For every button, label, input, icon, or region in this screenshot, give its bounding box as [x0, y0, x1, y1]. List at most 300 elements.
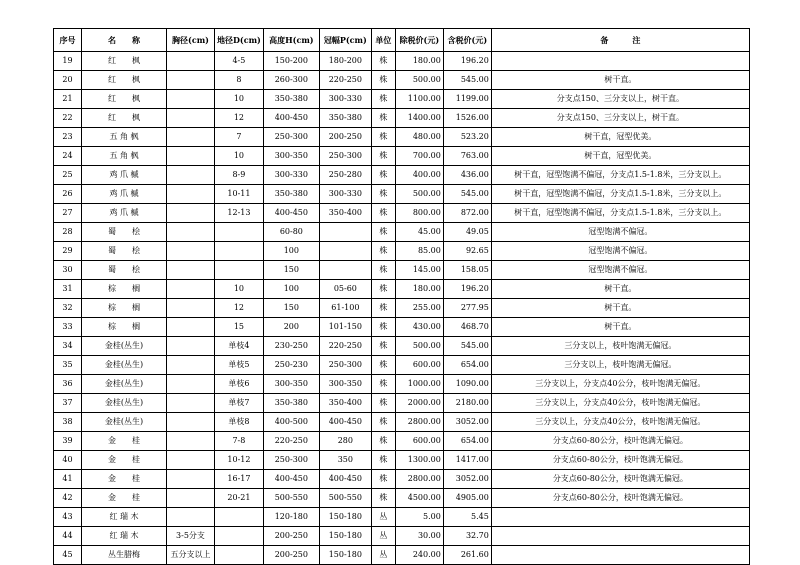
- cell-ground-diameter: 12: [215, 109, 264, 128]
- cell-unit: 株: [371, 147, 395, 166]
- table-row: [54, 394, 750, 413]
- cell-trunk-diameter: [167, 318, 215, 337]
- cell-remarks: 树干直，冠型饱满不偏冠，分支点1.5-1.8米，三分支以上。: [491, 166, 749, 185]
- table-row: [54, 204, 750, 223]
- cell-ground-diameter: [215, 242, 264, 261]
- cell-name: 金 桂: [82, 470, 167, 489]
- cell-ground-diameter: [215, 223, 264, 242]
- cell-price-ex-tax: 1100.00: [395, 90, 443, 109]
- table-row: [54, 451, 750, 470]
- cell-price-ex-tax: 500.00: [395, 337, 443, 356]
- cell-ground-diameter: 16-17: [215, 470, 264, 489]
- cell-crown-width: 150-180: [319, 546, 371, 565]
- cell-trunk-diameter: [167, 413, 215, 432]
- cell-crown-width: 61-100: [319, 299, 371, 318]
- cell-height: 350-380: [263, 394, 319, 413]
- cell-price-ex-tax: 480.00: [395, 128, 443, 147]
- cell-name: 金桂(丛生): [82, 337, 167, 356]
- cell-unit: 株: [371, 261, 395, 280]
- cell-index: 41: [54, 470, 82, 489]
- cell-unit: 株: [371, 280, 395, 299]
- cell-crown-width: 350-400: [319, 394, 371, 413]
- cell-name: 红 瑞 木: [82, 527, 167, 546]
- table-row: [54, 299, 750, 318]
- cell-unit: 株: [371, 204, 395, 223]
- cell-trunk-diameter: [167, 489, 215, 508]
- cell-height: 200-250: [263, 527, 319, 546]
- cell-price-inc-tax: 763.00: [443, 147, 491, 166]
- cell-crown-width: 101-150: [319, 318, 371, 337]
- cell-index: 28: [54, 223, 82, 242]
- cell-price-ex-tax: 2800.00: [395, 413, 443, 432]
- cell-name: 五 角 枫: [82, 128, 167, 147]
- cell-price-ex-tax: 2800.00: [395, 470, 443, 489]
- cell-height: 250-300: [263, 451, 319, 470]
- cell-crown-width: 150-180: [319, 527, 371, 546]
- cell-price-ex-tax: 180.00: [395, 52, 443, 71]
- cell-name: 金 桂: [82, 489, 167, 508]
- cell-ground-diameter: 单枝6: [215, 375, 264, 394]
- cell-unit: 株: [371, 394, 395, 413]
- cell-ground-diameter: [215, 546, 264, 565]
- cell-name: 红 枫: [82, 90, 167, 109]
- cell-remarks: [491, 546, 749, 565]
- cell-price-ex-tax: 240.00: [395, 546, 443, 565]
- table-row: [54, 413, 750, 432]
- cell-trunk-diameter: [167, 90, 215, 109]
- cell-height: 60-80: [263, 223, 319, 242]
- cell-ground-diameter: 20-21: [215, 489, 264, 508]
- cell-height: 400-450: [263, 204, 319, 223]
- cell-unit: 株: [371, 109, 395, 128]
- cell-trunk-diameter: [167, 432, 215, 451]
- cell-index: 32: [54, 299, 82, 318]
- cell-remarks: 三分支以上，枝叶饱满无偏冠。: [491, 356, 749, 375]
- cell-price-ex-tax: 600.00: [395, 356, 443, 375]
- cell-trunk-diameter: [167, 508, 215, 527]
- cell-remarks: 树干直，冠型优美。: [491, 147, 749, 166]
- table-row: [54, 318, 750, 337]
- col-header-crown-width: 冠幅P(cm): [319, 29, 371, 52]
- cell-name: 金桂(丛生): [82, 356, 167, 375]
- cell-price-ex-tax: 180.00: [395, 280, 443, 299]
- table-body: [54, 52, 750, 565]
- cell-index: 34: [54, 337, 82, 356]
- cell-height: 250-230: [263, 356, 319, 375]
- cell-price-ex-tax: 500.00: [395, 71, 443, 90]
- cell-price-inc-tax: 277.95: [443, 299, 491, 318]
- cell-crown-width: 400-450: [319, 470, 371, 489]
- cell-price-inc-tax: 1090.00: [443, 375, 491, 394]
- cell-crown-width: [319, 261, 371, 280]
- table-row: [54, 470, 750, 489]
- cell-ground-diameter: 8: [215, 71, 264, 90]
- table-row: [54, 147, 750, 166]
- cell-ground-diameter: [215, 261, 264, 280]
- cell-name: 棕 榈: [82, 280, 167, 299]
- cell-crown-width: 350-400: [319, 204, 371, 223]
- cell-trunk-diameter: [167, 204, 215, 223]
- table-row: [54, 128, 750, 147]
- cell-unit: 株: [371, 451, 395, 470]
- cell-height: 220-250: [263, 432, 319, 451]
- cell-name: 鸡 爪 槭: [82, 185, 167, 204]
- cell-index: 35: [54, 356, 82, 375]
- cell-index: 39: [54, 432, 82, 451]
- cell-height: 350-380: [263, 185, 319, 204]
- cell-remarks: 树干直。: [491, 318, 749, 337]
- cell-index: 23: [54, 128, 82, 147]
- cell-price-ex-tax: 1300.00: [395, 451, 443, 470]
- cell-ground-diameter: 4-5: [215, 52, 264, 71]
- cell-price-ex-tax: 85.00: [395, 242, 443, 261]
- cell-remarks: 分支点60-80公分，枝叶饱满无偏冠。: [491, 489, 749, 508]
- cell-price-inc-tax: 49.05: [443, 223, 491, 242]
- cell-height: 300-330: [263, 166, 319, 185]
- cell-remarks: 树干直。: [491, 71, 749, 90]
- cell-index: 44: [54, 527, 82, 546]
- cell-height: 100: [263, 280, 319, 299]
- cell-height: 150-200: [263, 52, 319, 71]
- cell-trunk-diameter: 五分支以上: [167, 546, 215, 565]
- cell-unit: 株: [371, 166, 395, 185]
- col-header-trunk-diameter: 胸径(cm): [167, 29, 215, 52]
- cell-ground-diameter: 10-12: [215, 451, 264, 470]
- table-row: [54, 280, 750, 299]
- cell-price-inc-tax: 545.00: [443, 337, 491, 356]
- cell-trunk-diameter: 3-5分支: [167, 527, 215, 546]
- cell-trunk-diameter: [167, 109, 215, 128]
- cell-ground-diameter: 7: [215, 128, 264, 147]
- cell-price-ex-tax: 45.00: [395, 223, 443, 242]
- cell-ground-diameter: 15: [215, 318, 264, 337]
- cell-name: 金桂(丛生): [82, 375, 167, 394]
- cell-name: 红 瑞 木: [82, 508, 167, 527]
- cell-name: 红 枫: [82, 71, 167, 90]
- cell-name: 五 角 枫: [82, 147, 167, 166]
- cell-price-inc-tax: 545.00: [443, 185, 491, 204]
- cell-trunk-diameter: [167, 52, 215, 71]
- table-row: [54, 546, 750, 565]
- cell-name: 金桂(丛生): [82, 394, 167, 413]
- cell-crown-width: 220-250: [319, 337, 371, 356]
- table-row: [54, 356, 750, 375]
- cell-index: 30: [54, 261, 82, 280]
- cell-unit: 株: [371, 489, 395, 508]
- cell-height: 120-180: [263, 508, 319, 527]
- cell-remarks: 冠型饱满不偏冠。: [491, 261, 749, 280]
- cell-unit: 株: [371, 318, 395, 337]
- cell-price-inc-tax: 92.65: [443, 242, 491, 261]
- cell-trunk-diameter: [167, 375, 215, 394]
- cell-crown-width: 300-330: [319, 90, 371, 109]
- cell-remarks: 树干直，冠型优美。: [491, 128, 749, 147]
- cell-price-inc-tax: 545.00: [443, 71, 491, 90]
- cell-unit: 株: [371, 185, 395, 204]
- cell-remarks: 三分支以上，分支点40公分，枝叶饱满无偏冠。: [491, 375, 749, 394]
- table-row: [54, 432, 750, 451]
- header-row: [54, 29, 750, 52]
- cell-index: 21: [54, 90, 82, 109]
- cell-name: 金 桂: [82, 451, 167, 470]
- cell-unit: 株: [371, 413, 395, 432]
- cell-price-inc-tax: 2180.00: [443, 394, 491, 413]
- cell-remarks: 三分支以上，分支点40公分，枝叶饱满无偏冠。: [491, 394, 749, 413]
- cell-ground-diameter: 7-8: [215, 432, 264, 451]
- cell-index: 43: [54, 508, 82, 527]
- cell-unit: 株: [371, 242, 395, 261]
- cell-ground-diameter: 单枝7: [215, 394, 264, 413]
- cell-trunk-diameter: [167, 356, 215, 375]
- cell-index: 42: [54, 489, 82, 508]
- cell-ground-diameter: 8-9: [215, 166, 264, 185]
- cell-height: 260-300: [263, 71, 319, 90]
- cell-remarks: 树干直，冠型饱满不偏冠，分支点1.5-1.8米，三分支以上。: [491, 185, 749, 204]
- cell-unit: 株: [371, 90, 395, 109]
- cell-ground-diameter: 10: [215, 280, 264, 299]
- cell-index: 20: [54, 71, 82, 90]
- cell-price-inc-tax: 196.20: [443, 52, 491, 71]
- cell-index: 37: [54, 394, 82, 413]
- cell-remarks: 三分支以上，分支点40公分，枝叶饱满无偏冠。: [491, 413, 749, 432]
- cell-unit: 株: [371, 337, 395, 356]
- cell-crown-width: 350-380: [319, 109, 371, 128]
- cell-crown-width: 05-60: [319, 280, 371, 299]
- cell-ground-diameter: [215, 508, 264, 527]
- table-row: [54, 527, 750, 546]
- cell-name: 鸡 爪 槭: [82, 166, 167, 185]
- cell-name: 棕 榈: [82, 299, 167, 318]
- table-row: [54, 52, 750, 71]
- cell-price-inc-tax: 1526.00: [443, 109, 491, 128]
- col-header-unit: 单位: [371, 29, 395, 52]
- cell-crown-width: 300-350: [319, 375, 371, 394]
- cell-name: 蜀 桧: [82, 261, 167, 280]
- table-row: [54, 242, 750, 261]
- cell-height: 200-250: [263, 546, 319, 565]
- cell-height: 250-300: [263, 128, 319, 147]
- cell-price-inc-tax: 523.20: [443, 128, 491, 147]
- cell-price-inc-tax: 3052.00: [443, 470, 491, 489]
- cell-remarks: 冠型饱满不偏冠。: [491, 223, 749, 242]
- cell-crown-width: 300-330: [319, 185, 371, 204]
- table-row: [54, 223, 750, 242]
- cell-ground-diameter: 12: [215, 299, 264, 318]
- cell-height: 350-380: [263, 90, 319, 109]
- cell-trunk-diameter: [167, 71, 215, 90]
- cell-height: 400-450: [263, 109, 319, 128]
- cell-price-inc-tax: 872.00: [443, 204, 491, 223]
- col-header-ground-diameter: 地径D(cm): [215, 29, 264, 52]
- cell-name: 丛生腊梅: [82, 546, 167, 565]
- cell-price-inc-tax: 1417.00: [443, 451, 491, 470]
- cell-remarks: 分支点60-80公分，枝叶饱满无偏冠。: [491, 451, 749, 470]
- cell-index: 40: [54, 451, 82, 470]
- cell-name: 鸡 爪 槭: [82, 204, 167, 223]
- cell-price-inc-tax: 654.00: [443, 356, 491, 375]
- cell-index: 27: [54, 204, 82, 223]
- cell-ground-diameter: 单枝5: [215, 356, 264, 375]
- cell-price-ex-tax: 800.00: [395, 204, 443, 223]
- cell-height: 300-350: [263, 147, 319, 166]
- cell-unit: 丛: [371, 508, 395, 527]
- table-row: [54, 185, 750, 204]
- cell-unit: 株: [371, 128, 395, 147]
- table-row: [54, 375, 750, 394]
- cell-height: 400-450: [263, 470, 319, 489]
- table-row: [54, 508, 750, 527]
- cell-unit: 株: [371, 356, 395, 375]
- cell-ground-diameter: 10: [215, 147, 264, 166]
- cell-trunk-diameter: [167, 299, 215, 318]
- cell-index: 38: [54, 413, 82, 432]
- col-header-height: 高度H(cm): [263, 29, 319, 52]
- cell-index: 29: [54, 242, 82, 261]
- cell-crown-width: [319, 223, 371, 242]
- cell-crown-width: 280: [319, 432, 371, 451]
- cell-crown-width: 400-450: [319, 413, 371, 432]
- col-header-name: 名 称: [82, 29, 167, 52]
- cell-price-inc-tax: 32.70: [443, 527, 491, 546]
- cell-index: 24: [54, 147, 82, 166]
- cell-unit: 丛: [371, 546, 395, 565]
- table-row: [54, 166, 750, 185]
- col-header-index: 序号: [54, 29, 82, 52]
- cell-ground-diameter: 10-11: [215, 185, 264, 204]
- cell-index: 33: [54, 318, 82, 337]
- table-row: [54, 90, 750, 109]
- cell-name: 蜀 桧: [82, 223, 167, 242]
- cell-price-inc-tax: 4905.00: [443, 489, 491, 508]
- cell-trunk-diameter: [167, 242, 215, 261]
- price-table: [53, 28, 750, 565]
- cell-crown-width: 250-300: [319, 147, 371, 166]
- cell-remarks: 分支点150、三分支以上，树干直。: [491, 90, 749, 109]
- cell-trunk-diameter: [167, 223, 215, 242]
- cell-price-inc-tax: 158.05: [443, 261, 491, 280]
- cell-height: 400-500: [263, 413, 319, 432]
- cell-index: 25: [54, 166, 82, 185]
- cell-trunk-diameter: [167, 394, 215, 413]
- cell-price-inc-tax: 1199.00: [443, 90, 491, 109]
- cell-index: 36: [54, 375, 82, 394]
- table-row: [54, 489, 750, 508]
- cell-price-inc-tax: 3052.00: [443, 413, 491, 432]
- cell-price-ex-tax: 400.00: [395, 166, 443, 185]
- col-header-price-inc-tax: 含税价(元): [443, 29, 491, 52]
- cell-name: 金 桂: [82, 432, 167, 451]
- cell-price-ex-tax: 30.00: [395, 527, 443, 546]
- cell-remarks: 树干直，冠型饱满不偏冠，分支点1.5-1.8米，三分支以上。: [491, 204, 749, 223]
- cell-remarks: [491, 527, 749, 546]
- cell-price-ex-tax: 430.00: [395, 318, 443, 337]
- cell-unit: 株: [371, 470, 395, 489]
- cell-remarks: 树干直。: [491, 299, 749, 318]
- cell-trunk-diameter: [167, 261, 215, 280]
- cell-height: 230-250: [263, 337, 319, 356]
- cell-crown-width: 350: [319, 451, 371, 470]
- col-header-remarks: 备 注: [491, 29, 749, 52]
- cell-trunk-diameter: [167, 185, 215, 204]
- cell-trunk-diameter: [167, 147, 215, 166]
- cell-trunk-diameter: [167, 470, 215, 489]
- cell-name: 金桂(丛生): [82, 413, 167, 432]
- cell-trunk-diameter: [167, 128, 215, 147]
- cell-crown-width: 220-250: [319, 71, 371, 90]
- cell-price-inc-tax: 468.70: [443, 318, 491, 337]
- cell-name: 红 枫: [82, 52, 167, 71]
- cell-height: 300-350: [263, 375, 319, 394]
- cell-remarks: 分支点60-80公分，枝叶饱满无偏冠。: [491, 432, 749, 451]
- table-row: [54, 337, 750, 356]
- cell-unit: 株: [371, 432, 395, 451]
- cell-trunk-diameter: [167, 337, 215, 356]
- cell-trunk-diameter: [167, 166, 215, 185]
- cell-ground-diameter: 单枝4: [215, 337, 264, 356]
- cell-price-inc-tax: 436.00: [443, 166, 491, 185]
- table-row: [54, 71, 750, 90]
- cell-unit: 株: [371, 71, 395, 90]
- cell-remarks: 冠型饱满不偏冠。: [491, 242, 749, 261]
- cell-height: 100: [263, 242, 319, 261]
- cell-index: 45: [54, 546, 82, 565]
- cell-unit: 株: [371, 223, 395, 242]
- cell-price-ex-tax: 4500.00: [395, 489, 443, 508]
- cell-remarks: 分支点60-80公分，枝叶饱满无偏冠。: [491, 470, 749, 489]
- cell-price-ex-tax: 2000.00: [395, 394, 443, 413]
- table-row: [54, 109, 750, 128]
- cell-remarks: [491, 52, 749, 71]
- cell-name: 棕 榈: [82, 318, 167, 337]
- cell-crown-width: 500-550: [319, 489, 371, 508]
- cell-price-ex-tax: 600.00: [395, 432, 443, 451]
- cell-index: 22: [54, 109, 82, 128]
- cell-name: 蜀 桧: [82, 242, 167, 261]
- cell-price-ex-tax: 1400.00: [395, 109, 443, 128]
- cell-price-inc-tax: 196.20: [443, 280, 491, 299]
- cell-unit: 株: [371, 299, 395, 318]
- cell-crown-width: 180-200: [319, 52, 371, 71]
- cell-price-inc-tax: 261.60: [443, 546, 491, 565]
- cell-remarks: [491, 508, 749, 527]
- cell-index: 31: [54, 280, 82, 299]
- cell-index: 19: [54, 52, 82, 71]
- cell-index: 26: [54, 185, 82, 204]
- cell-price-inc-tax: 654.00: [443, 432, 491, 451]
- cell-height: 200: [263, 318, 319, 337]
- cell-crown-width: 200-250: [319, 128, 371, 147]
- cell-price-ex-tax: 700.00: [395, 147, 443, 166]
- col-header-price-ex-tax: 除税价(元): [395, 29, 443, 52]
- cell-height: 500-550: [263, 489, 319, 508]
- cell-price-ex-tax: 5.00: [395, 508, 443, 527]
- cell-ground-diameter: 单枝8: [215, 413, 264, 432]
- cell-trunk-diameter: [167, 451, 215, 470]
- cell-crown-width: [319, 242, 371, 261]
- cell-ground-diameter: 12-13: [215, 204, 264, 223]
- table-row: [54, 261, 750, 280]
- cell-remarks: 树干直。: [491, 280, 749, 299]
- cell-ground-diameter: 10: [215, 90, 264, 109]
- cell-crown-width: 250-280: [319, 166, 371, 185]
- cell-price-ex-tax: 500.00: [395, 185, 443, 204]
- cell-remarks: 分支点150、三分支以上，树干直。: [491, 109, 749, 128]
- cell-height: 150: [263, 299, 319, 318]
- cell-price-ex-tax: 255.00: [395, 299, 443, 318]
- cell-price-inc-tax: 5.45: [443, 508, 491, 527]
- cell-unit: 株: [371, 52, 395, 71]
- cell-remarks: 三分支以上，枝叶饱满无偏冠。: [491, 337, 749, 356]
